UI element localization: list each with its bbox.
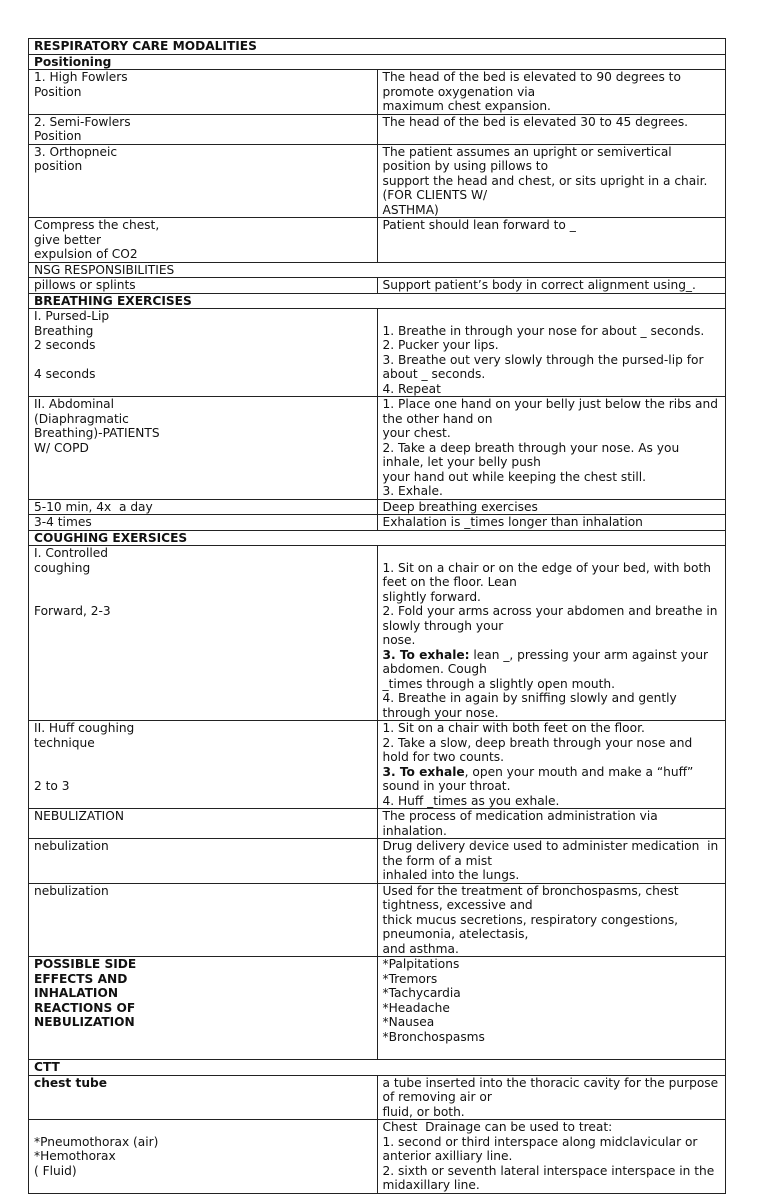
table-row bbox=[29, 262, 726, 278]
table-row bbox=[29, 397, 726, 500]
description-line: Drug delivery device used to administer medication in the form of a mist bbox=[382, 839, 723, 868]
section-heading: COUGHING EXERSICES bbox=[29, 530, 726, 546]
term-line: give better bbox=[34, 232, 102, 247]
term-line: 2 to 3 bbox=[34, 779, 70, 793]
description-cell bbox=[377, 546, 726, 721]
section-heading: RESPIRATORY CARE MODALITIES bbox=[29, 39, 726, 55]
table-row bbox=[29, 39, 726, 55]
term-line: Compress the chest, bbox=[34, 218, 160, 232]
table-row bbox=[29, 54, 726, 70]
table-row bbox=[29, 721, 726, 809]
description-line: *Palpitations bbox=[382, 957, 460, 971]
term-line: Breathing bbox=[34, 323, 94, 338]
term-line: Position bbox=[34, 84, 82, 99]
description-line: Used for the treatment of bronchospasms, chest tightness, excessive and bbox=[382, 883, 683, 912]
description-cell bbox=[377, 218, 726, 263]
term-line: ( Fluid) bbox=[34, 1163, 77, 1178]
term-line: II. Huff coughing bbox=[34, 721, 135, 735]
term-line: Breathing)-PATIENTS bbox=[34, 426, 160, 440]
term-line: chest tube bbox=[34, 1075, 107, 1090]
description-line: your chest. bbox=[382, 426, 451, 440]
description-line: *Nausea bbox=[382, 1015, 435, 1029]
section-heading: BREATHING EXERCISES bbox=[29, 293, 726, 309]
term-line: position bbox=[34, 159, 83, 173]
description-cell bbox=[377, 839, 726, 884]
section-label: NSG RESPONSIBILITIES bbox=[29, 262, 726, 278]
description-cell bbox=[377, 144, 726, 218]
description-cell bbox=[377, 809, 726, 839]
description-line: a tube inserted into the thoracic cavity for the purpose of removing air or bbox=[382, 1075, 723, 1104]
table-row bbox=[29, 809, 726, 839]
description-line: your hand out while keeping the chest still. bbox=[382, 469, 647, 484]
term-line: (Diaphragmatic bbox=[34, 411, 129, 426]
description-cell bbox=[377, 499, 726, 515]
term-line: pillows or splints bbox=[34, 278, 136, 292]
description-cell bbox=[377, 114, 726, 144]
table-row bbox=[29, 114, 726, 144]
term-cell bbox=[29, 499, 378, 515]
description-cell bbox=[377, 721, 726, 809]
table-row bbox=[29, 278, 726, 294]
term-cell bbox=[29, 546, 378, 721]
term-line bbox=[34, 353, 373, 368]
description-line: The process of medication administration via inhalation. bbox=[382, 809, 662, 838]
term-line: EFFECTS AND bbox=[34, 971, 128, 986]
description-line: 2. Take a slow, deep breath through your nose and hold for two counts. bbox=[382, 735, 697, 764]
table-row bbox=[29, 293, 726, 309]
description-line: 1. Sit on a chair or on the edge of your bed, with both feet on the floor. Lean bbox=[382, 560, 715, 589]
description-cell bbox=[377, 515, 726, 531]
table-row bbox=[29, 515, 726, 531]
term-line: 3-4 times bbox=[34, 515, 92, 529]
term-line: expulsion of CO2 bbox=[34, 247, 138, 261]
table-row bbox=[29, 839, 726, 884]
description-line: maximum chest expansion. bbox=[382, 99, 551, 113]
description-line: support the head and chest, or sits upright in a chair. (FOR CLIENTS W/ bbox=[382, 173, 712, 202]
description-line: 1. Breathe in through your nose for about _ seconds. bbox=[382, 323, 705, 338]
description-cell bbox=[377, 309, 726, 397]
description-line bbox=[383, 309, 722, 324]
description-line: 4. Breathe in again by sniffing slowly and gently through your nose. bbox=[382, 691, 681, 720]
term-line: *Pneumothorax (air) bbox=[34, 1134, 159, 1149]
description-line: fluid, or both. bbox=[382, 1104, 465, 1119]
section-heading: Positioning bbox=[29, 54, 726, 70]
description-cell bbox=[377, 1075, 726, 1120]
term-line: Forward, 2-3 bbox=[34, 604, 111, 618]
term-cell bbox=[29, 957, 378, 1060]
emphasis-text: 3. To exhale bbox=[382, 764, 465, 779]
emphasis-text: 3. To exhale: bbox=[382, 647, 470, 662]
description-cell bbox=[377, 883, 726, 957]
description-line: *Tachycardia bbox=[382, 986, 461, 1000]
description-line: *Tremors bbox=[382, 971, 438, 986]
term-line: *Hemothorax bbox=[34, 1149, 116, 1163]
table-row bbox=[29, 1060, 726, 1076]
term-cell bbox=[29, 114, 378, 144]
description-line: 2. Fold your arms across your abdomen and breathe in slowly through your bbox=[382, 604, 722, 633]
term-line: REACTIONS OF bbox=[34, 1000, 136, 1015]
term-cell bbox=[29, 144, 378, 218]
description-line: The head of the bed is elevated to 90 degrees to promote oxygenation via bbox=[382, 70, 685, 99]
table-row bbox=[29, 1075, 726, 1120]
term-cell bbox=[29, 278, 378, 294]
term-line: 2. Semi-Fowlers bbox=[34, 114, 131, 129]
term-cell bbox=[29, 309, 378, 397]
table-row bbox=[29, 1120, 726, 1194]
description-line: and asthma. bbox=[382, 941, 459, 956]
description-line: The patient assumes an upright or semivertical position by using pillows to bbox=[382, 144, 676, 173]
term-cell bbox=[29, 515, 378, 531]
description-line: 1. Sit on a chair with both feet on the floor. bbox=[382, 721, 645, 735]
description-line: slightly forward. bbox=[382, 589, 481, 604]
description-cell bbox=[377, 1120, 726, 1194]
description-line bbox=[383, 546, 722, 561]
description-line: ASTHMA) bbox=[382, 202, 439, 217]
description-line: *Headache bbox=[382, 1000, 450, 1015]
description-line: Chest Drainage can be used to treat: bbox=[382, 1120, 613, 1134]
description-line: 4. Huff _times as you exhale. bbox=[382, 793, 560, 808]
description-cell bbox=[377, 397, 726, 500]
term-line: INHALATION bbox=[34, 986, 119, 1000]
term-line: I. Controlled bbox=[34, 546, 109, 560]
term-line bbox=[34, 1120, 373, 1135]
description-line: *Bronchospasms bbox=[382, 1029, 485, 1044]
term-cell bbox=[29, 1075, 378, 1120]
term-line: POSSIBLE SIDE bbox=[34, 957, 137, 971]
description-line: Patient should lean forward to _ bbox=[382, 218, 576, 232]
table-row bbox=[29, 309, 726, 397]
term-line: NEBULIZATION bbox=[34, 1015, 135, 1029]
description-line: nose. bbox=[382, 633, 416, 647]
description-line: Support patient’s body in correct alignment using_. bbox=[382, 278, 696, 292]
description-line: inhaled into the lungs. bbox=[382, 868, 520, 882]
description-cell bbox=[377, 957, 726, 1060]
table-row bbox=[29, 70, 726, 115]
description-line: _times through a slightly open mouth. bbox=[382, 676, 616, 691]
term-cell bbox=[29, 721, 378, 809]
table-row bbox=[29, 144, 726, 218]
term-line bbox=[34, 575, 373, 590]
term-line: II. Abdominal bbox=[34, 397, 115, 411]
term-cell bbox=[29, 397, 378, 500]
description-line: Exhalation is _times longer than inhalation bbox=[382, 515, 643, 529]
term-line: technique bbox=[34, 735, 95, 750]
table-row bbox=[29, 218, 726, 263]
term-cell bbox=[29, 839, 378, 884]
term-line: nebulization bbox=[34, 839, 109, 853]
term-line: Position bbox=[34, 129, 82, 143]
term-line: nebulization bbox=[34, 883, 109, 898]
term-line: 4 seconds bbox=[34, 367, 96, 381]
description-cell bbox=[377, 70, 726, 115]
description-line: thick mucus secretions, respiratory congestions, pneumonia, atelectasis, bbox=[382, 912, 682, 941]
term-line: 3. Orthopneic bbox=[34, 144, 118, 159]
term-cell bbox=[29, 809, 378, 839]
description-line: 3. Breathe out very slowly through the pursed-lip for about _ seconds. bbox=[382, 352, 708, 381]
term-line: 2 seconds bbox=[34, 338, 96, 352]
table-row bbox=[29, 957, 726, 1060]
description-line: 4. Repeat bbox=[382, 381, 441, 396]
description-line: 2. Pucker your lips. bbox=[382, 338, 499, 352]
term-line: coughing bbox=[34, 560, 91, 575]
description-line: 3. Exhale. bbox=[382, 484, 443, 498]
term-line: 5-10 min, 4x a day bbox=[34, 499, 153, 514]
description-line: 3. To exhale, open your mouth and make a “huff” sound in your throat. bbox=[382, 764, 698, 793]
description-line: 2. sixth or seventh lateral interspace interspace in the midaxillary line. bbox=[382, 1163, 719, 1192]
term-line: NEBULIZATION bbox=[34, 809, 124, 823]
modalities-table bbox=[28, 38, 726, 1194]
term-line bbox=[34, 750, 373, 765]
description-line: The head of the bed is elevated 30 to 45 degrees. bbox=[382, 114, 689, 129]
table-row bbox=[29, 546, 726, 721]
term-cell bbox=[29, 218, 378, 263]
description-line: 1. second or third interspace along midclavicular or anterior axilliary line. bbox=[382, 1134, 702, 1163]
term-line bbox=[34, 765, 373, 780]
term-line bbox=[34, 590, 373, 605]
term-cell bbox=[29, 70, 378, 115]
term-line: W/ COPD bbox=[34, 440, 89, 455]
description-line: 2. Take a deep breath through your nose. As you inhale, let your belly push bbox=[382, 440, 684, 469]
term-cell bbox=[29, 1120, 378, 1194]
table-row bbox=[29, 499, 726, 515]
term-line: 1. High Fowlers bbox=[34, 70, 128, 84]
description-cell bbox=[377, 278, 726, 294]
section-heading: CTT bbox=[29, 1060, 726, 1076]
table-row bbox=[29, 530, 726, 546]
term-cell bbox=[29, 883, 378, 957]
term-line: I. Pursed-Lip bbox=[34, 309, 110, 323]
description-line: 1. Place one hand on your belly just below the ribs and the other hand on bbox=[382, 397, 722, 426]
description-line: Deep breathing exercises bbox=[382, 499, 538, 514]
table-row bbox=[29, 883, 726, 957]
description-line: 3. To exhale: lean _, pressing your arm against your abdomen. Cough bbox=[382, 647, 712, 676]
